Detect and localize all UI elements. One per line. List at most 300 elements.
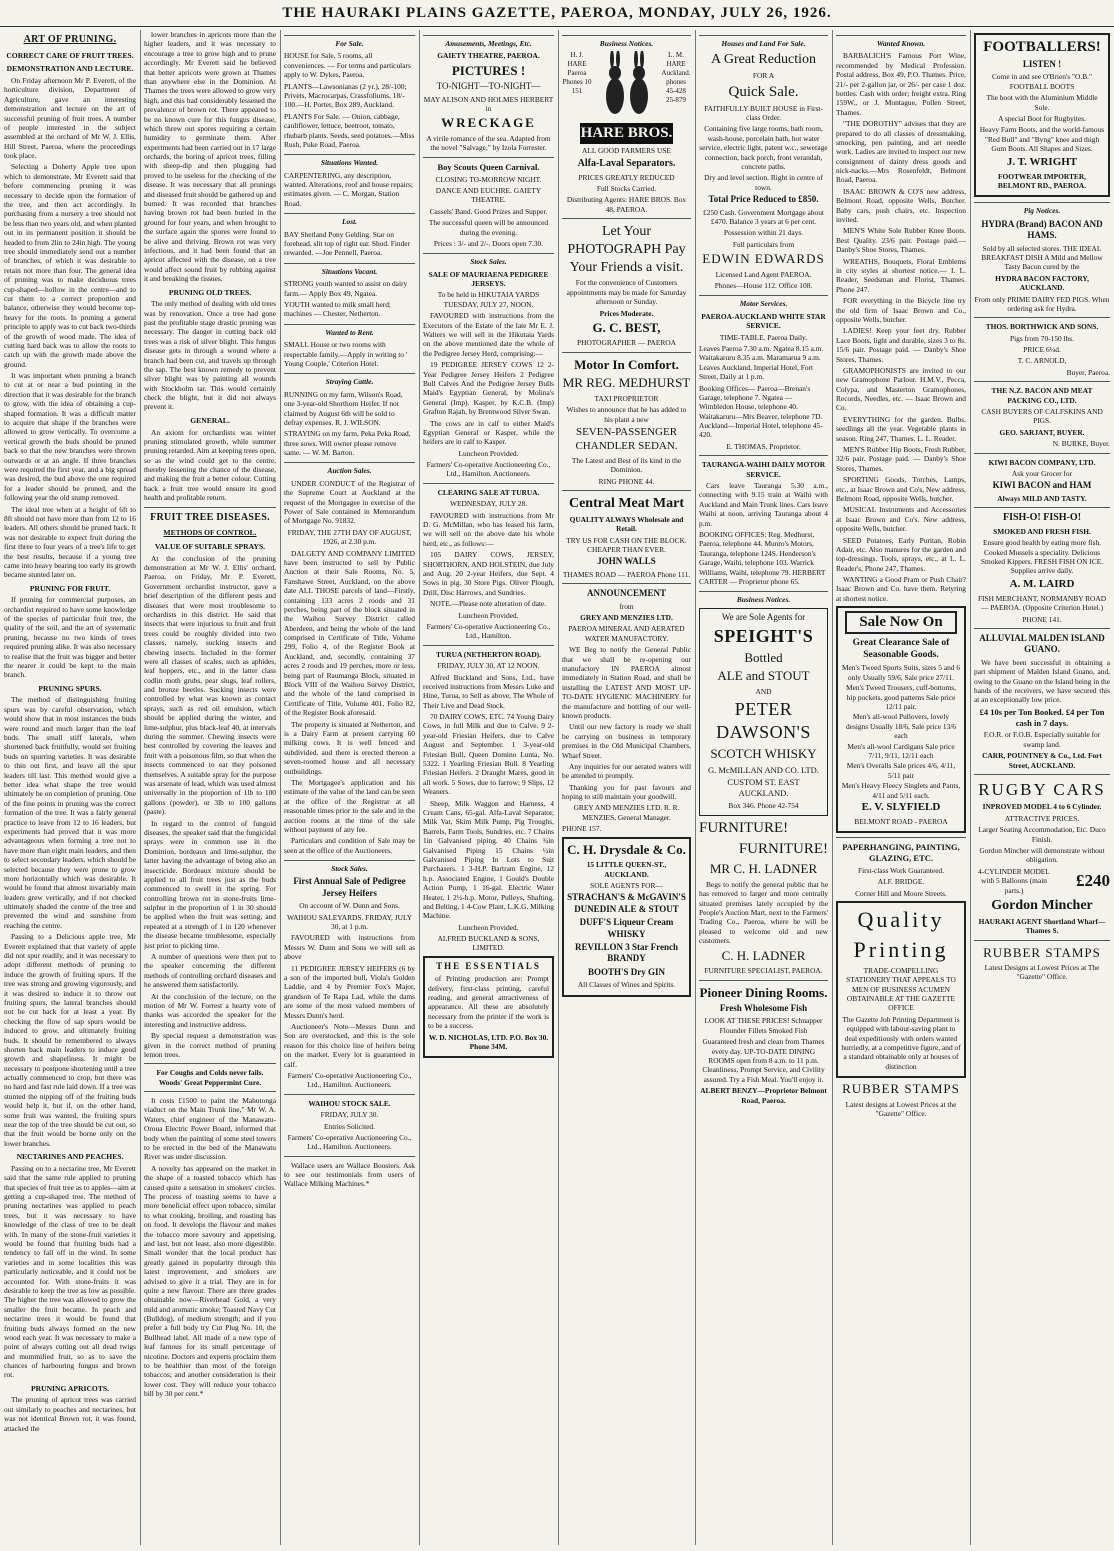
column-6: [699, 30, 828, 1545]
paragraph: Alfred Buckland and Sons, Ltd., have received instructions from Messrs Luke and Hine, Turua, to Sell as above, The Whole of Their Live and Dead Stock.: [423, 672, 554, 710]
divider: [699, 980, 828, 981]
advert-heading: LISTEN !: [1022, 59, 1062, 70]
advert-heading: Motor In Comfort.: [574, 356, 679, 372]
advert-heading: G. C. BEST,: [592, 319, 661, 335]
paragraph: At the conclusion of the pruning demonstration at Mr W. J. Ellis' orchard, Paeroa, on Friday, Mr P. Everett, Government orchardist instructor, gave a brief description of the different pests and diseases that were most troublesome to orchardists in this district. He said that insects that were injurious to fruit and fruit trees could be roughly divided into two classes, namely, sucking insects and chewing insects. Included in the former were all classes of scales, such as aphides, leaf hoppers, etc., and in the latter class codlin moth grubs, pear slugs, leaf rollers, and bronze beetles. Sucking insects were controlled by what was known as contact sprays, such as red oil emulsion, which should be applied during the winter, and lime-sulphur, plus black-leaf 40, at intervals during the summer. Chewing insects were best controlled by covering the leaves and fruit with a poisonous film, so that when the insects commenced to eat they poisoned themselves. A suitable spray for the purpose was arsenate of lead, which was used almost universally in the proportion of 1lb to 100 gallons (powder), or 3lb to 100 gallons (paste).: [144, 553, 276, 817]
advert-heading: Fresh Wholesome Fish: [719, 1003, 808, 1014]
advert-heading: PETER DAWSON'S: [716, 699, 811, 743]
advert-text: AND: [755, 686, 772, 696]
classified-ad: STRONG youth wanted to assist on dairy farm.— Apply Box 49, Ngatea.: [284, 279, 408, 298]
classified-ad: FOR everything in the Bicycle line try the old firm of Isaac Brown and Co., opposite Wells, butcher.: [836, 296, 966, 324]
advert-heading: C. H. Drysdale & Co.: [567, 841, 686, 857]
list-item: Men's Tweed Sports Suits, sizes 5 and 6 only Usually 59/6, Sale price 27/11.: [841, 663, 961, 682]
section-heading: Lost.: [284, 213, 415, 226]
section-heading: Motor Services.: [699, 295, 828, 308]
advert-text: The Gazette Job Printing Department is equipped with labour-saving plant to deal expeditiously with orders wanted hurriedly, at a competitive figure, and of a standard obtainable only at houses of distinction: [841, 1014, 961, 1071]
section-heading: Stock Sales.: [423, 253, 554, 266]
advert-heading: GAIETY THEATRE, PAEROA.: [437, 51, 540, 61]
advert-text: £250 Cash. Government Mortgage about £470. Balance 3 years at 6 per cent.: [703, 207, 824, 226]
advert-text: BOOKING OFFICES: Reg. Medhurst, Paeroa, telephone 44. Munro's Motors, Tauranga, telephone 124S. Henderson's Garage, Waihi, telephone 103. Warrick Williams, Waihi, telephone 79. HERBERT CARTER — Proprietor phone 65.: [699, 529, 826, 586]
classified-ad: CARPENTERING, any description, wanted. Alterations, roof and house repairs; estimates given. — C. Morgan, Station Road.: [284, 170, 414, 208]
advert-text: GREY AND MENZIES LTD. R. R. MENZIES, General Manager.: [573, 803, 680, 822]
advert-text: TRY US FOR CASH ON THE BLOCK. CHEAPER THAN EVER.: [566, 535, 687, 555]
classified-ad: MEN'S White Sole Rubber Knee Boots. Best Quality. 23/6 pair. Postage paid.—Danby's Shoe Stores, Thames.: [836, 226, 966, 255]
advert-text: Luncheon Provided.: [458, 610, 519, 620]
paragraph: DALGETY AND COMPANY LIMITED have been instructed to sell by Public Auction at their Sale Rooms, No. 5, Fanshawe Street, Auckland, on the above date ALL THOSE parcels of land—Firstly, containing 133 acres 2 roods and 31 perches, being part of the block situated in the Waihou Survey District called Aberdeen, and being the whole of the land comprised in Certificate of Title, Volume 299, Folio 4, of the Register Book at Auckland, and, secondly, containing 37 acres 2 roods and 19 perches, more or less, being part of Raumanga Block, situated in Block VIII of the Waihou Survey District, and the whole of the land comprised in Certificate of Title, Volume 401, Folio 82, of the Register Book aforesaid.: [284, 548, 415, 718]
advert-text: Total Price Reduced to £850.: [708, 194, 819, 205]
section-heading: PRUNING OLD TREES.: [168, 287, 252, 297]
advert-text: CLOSING TO-MORROW NIGHT.: [435, 174, 542, 184]
divider: [423, 157, 554, 158]
section-heading: Wanted Known.: [836, 35, 966, 48]
advert-heading: For Coughs and Colds never fails. Woods' Great Peppermint Cure.: [156, 1068, 264, 1087]
advert-text: Containing five large rooms, bath room, wash-house, porcelain bath, hot water service, electric light, patent w.c., sewerage connection, back porch, front verandah, concrete paths.: [699, 124, 828, 171]
paragraph: It costs £1500 to paint the Mahutonga viaduct on the Main Trunk line," Mr W. A. Waters, chief engineer of the Manawatu-Oroua Electric Power Board, informed that body when the painting of some steel towers to be erected in the bed of the Manawatu River was under discussion.: [144, 1096, 276, 1162]
advert-text: TAXI PROPRIETOR: [594, 393, 659, 403]
advert-text: A virile romance of the sea. Adapted from the novel "Salvage," by Izola Forrester.: [426, 133, 551, 153]
paragraph: Passing on to a nectarine tree, Mr Everett said that the same rule applied to pruning that species of fruit tree as to apples—aim at getting a cup-shaped tree. The method of pruning nectarines was applied to peach trees, but it was necessary to have knowledge of the class of tree to be dealt with. In many of the stone-fruit varieties it would be found that fruiting buds had a tendency to fall off in the wind. In some varieties and in some localities this was particularly noticeable, and it could not be accounted for. With stone-fruits it was desirable to keep the tree as low as possible. The higher the tree was allowed to grow the smaller the fruit became. In peach and nectarine trees it would be found that fruiting buds always formed on the new wood each year. It was necessary to make a point of always cutting out all dead twigs and mummified fruit, so as to save the chances of harbouring fungus and brown rot.: [4, 1163, 136, 1380]
advert-text: All Classes of Wines and Spirits.: [577, 980, 676, 990]
divider: [562, 352, 691, 353]
advert-text: FISH MERCHANT, NORMANBY ROAD — PAEROA. (Opposite Criterion Hotel.): [977, 593, 1107, 613]
section-heading: PRUNING FOR FRUIT.: [29, 583, 111, 593]
advert-text: F.O.R. or F.O.B. Especially suitable for swamp land.: [983, 730, 1101, 749]
list-item: Men's Overalls Sale prices 4/6, 4/11, 5/11 pair: [846, 761, 956, 780]
sale-list: [841, 663, 961, 799]
advert-text: Pigs from 70-150 lbs.: [1009, 333, 1075, 343]
advert-heading: Alfa-Laval Separators.: [577, 157, 676, 169]
classified-ad: LADIES! Keep your feet dry. Rubber Lace Boots, light and durable, sizes 3 to 8s. 15/6 pair. Postage paid. — Danby's Shoe Stores, Thames.: [836, 326, 966, 364]
advert-text: WEDNESDAY, JULY 28.: [450, 499, 527, 509]
advert-text: Dry and level section. Right in centre of town.: [704, 173, 823, 192]
paragraph: UNDER CONDUCT of the Registrar of the Supreme Court at Auckland at the request of the Mortgagee in exercise of the Power of Sale contained in Memorandum of Mortgage No. 91832.: [284, 478, 415, 526]
divider: [974, 774, 1110, 775]
article-subtitle: CORRECT CARE OF FRUIT TREES.: [6, 50, 134, 60]
advert-text: LOOK AT THESE PRICES! Schnapper Flounder Fillets Smoked Fish: [704, 1016, 823, 1035]
advert-text: TIME-TABLE. Paeroa Daily.: [719, 332, 808, 342]
paragraph: FAVOURED with instructions from Mr D. G. McMillan, who has leased his farm, we will sell on the above date his whole herd, etc., as follows:—: [423, 510, 554, 548]
paragraph: WAIHOU SALEYARDS. FRIDAY, JULY 30, at 1 p.m.: [286, 912, 413, 932]
advert-heading: SALE OF MAURIAENA PEDIGREE JERSEYS.: [428, 269, 549, 289]
advert-text: ALBERT BENZY—Proprietor Belmont Road, Paeroa.: [700, 1086, 827, 1105]
advert-text: Latest designs at Lowest Prices at the "Gazette" Office.: [845, 1099, 957, 1119]
divider: [144, 507, 276, 508]
advert-text: REVILLON 3 Star French BRANDY: [575, 942, 678, 964]
advert-text: We are Sole Agents for: [721, 611, 806, 622]
advert-heading: ALLUVIAL MALDEN ISLAND GUANO.: [979, 632, 1105, 655]
advert-text: Corner Hill and Moore Streets.: [855, 888, 947, 898]
hare-bros-header: [562, 51, 691, 121]
paragraph: 70 DAIRY COWS, ETC. 74 Young Dairy Cows, in full Milk and due to Calve. 9 2-year-old Friesian Heifers, due to Calve August and September. 1 3-year-old Friesian Bull, Queen Domino Lunta, No. 5322. 1 Yearling Friesian Bull. 8 Yearling Friesian Heifers. 2 Draught Mares, good in all work. 5 Sows, due to farrow; 9 Slips, 12 Weaners.: [423, 712, 554, 797]
advert-text: Possession within 21 days.: [723, 228, 804, 238]
section-heading: Business Notices.: [562, 35, 691, 48]
paragraph: In regard to the control of fungoid diseases, the speaker said that the fungicidal sprays were in common use in the Dominion, bordeaux and lime-sulphur, the latter having the advantage of being also an insecticide. Bordeaux mixture should be applied to all fruit trees just as the buds commenced to swell in the spring. For controlling brown rot in stone-fruits lime-sulphur in the proportion of 1 in 30 should be applied when the fruit was setting, and repeated at a strength of 1 in 120 whenever the disease became troublesome, especially just prior to picking time.: [144, 818, 276, 950]
advert-text: HYDRA BACON FACTORY, AUCKLAND.: [995, 273, 1089, 293]
advert-text: Come in and see O'Brien's "O.B." FOOTBALL BOOTS: [991, 72, 1093, 91]
paragraph: We have been successful in obtaining a part shipment of Malden Island Guano, and, owing to the Guano on the Island being in the hands of the receivers, we have secured this at an exceptionally low price.: [974, 657, 1110, 705]
divider: [836, 837, 966, 838]
advert-text: CARR, POUNTNEY & Co., Ltd. Fort Street, AUCKLAND.: [982, 751, 1102, 770]
advert-heading: PAPERHANGING, PAINTING, GLAZING, ETC.: [842, 842, 960, 864]
classified-ad: "THE DOROTHY" advises that they are prepared to do all classes of dressmaking, smocking, pen painting, and art needle work. Ladies are invited to inspect our new consignment of dainty dress goods and nick-nacks.—Mrs Rosenfeldt, Belmont Road, Paeroa.: [836, 119, 966, 185]
advert-text: 15 LITTLE QUEEN-ST., AUCKLAND.: [586, 860, 667, 879]
advert-text: Phones—House 112. Office 108.: [714, 280, 813, 290]
advert-text: G. McMILLAN AND CO. LTD.: [708, 764, 819, 775]
paragraph: If pruning for commercial purposes, an orchardist required to have some knowledge of the species of particular fruit tree, the quality of the soil, and the art of systematic pruning, because no two kinds of trees required pruning alike. It was also necessary to realise that the fruit was bigger and better the nearer it could be kept to the main branch.: [4, 595, 136, 680]
paragraph: 19 PEDIGREE JERSEY COWS 12 2-Year Pedigree Jersey Heifers 2 Pedigree Bull Calves And the Pedigree Jersey Bulls Maid's Egyptian General, by Molina's General (Imp). Kasper, by K.C.B. (Imp) Grafton Rajah, by Brentwood Silver Swan.: [423, 360, 554, 417]
advert-heading: FISH-O! FISH-O!: [1002, 512, 1082, 524]
advert-heading: GREY AND MENZIES LTD.: [580, 613, 673, 623]
divider: [974, 381, 1110, 382]
column-5: [562, 30, 691, 1545]
paragraph: Begs to notify the general public that he has removed to larger and more centrally situated premises lately occupied by the People's Auction Mart, next to the Farmers' Trading Co., Paeroa, where he will be pleased to welcome old and new customers.: [699, 879, 828, 946]
column-7: [836, 30, 966, 1545]
section-heading: PRUNING SPURS.: [38, 683, 102, 693]
advert-heading: Central Meat Mart: [568, 496, 685, 512]
paragraph: Entries Solicited.: [324, 1121, 375, 1131]
advert-text: £4 10s per Ton Booked. £4 per Ton cash in 7 days.: [979, 706, 1105, 728]
paragraph: The property is situated at Netherton, and is a Dairy Farm at present carrying 60 milking cows. It is well fenced and subdivided, and there is erected thereon a seven-roomed house and all necessary outbuildings.: [284, 719, 415, 776]
advert-text: For the convenience of Customers appointments may be made for Saturday afternoon or Sunday.: [566, 278, 687, 307]
advert-heading: SPEIGHT'S: [713, 626, 814, 647]
advert-text: FAITHFULLY BUILT HOUSE in First-class Order.: [704, 103, 823, 122]
classified-ad: SPORTING Goods, Torches, Lamps, etc., at Isaac Brown and Co's, New address, Belmont Road, opposite Wells, butcher.: [836, 475, 966, 503]
advert-heading: RUGBY CARS: [978, 779, 1106, 799]
section-heading: Wanted to Rent.: [284, 324, 415, 337]
advert-heading: Quality: [857, 907, 945, 932]
paragraph: The method of distinguishing fruiting spurs was by careful observation, which would show that in most instances the buds were round and much larger than the leaf buds. The small stiff laterals, when shortened back fruitfully, would set fruiting buds on spurring varieties. It was desirable to thin out first, and leave all the spur leaders till last. This method would give a better idea what shape the tree would ultimately be on completion of pruning. One of the fine points in pruning was the correct formation of the tree. It was a fairly general practice to leave from 12 to 16 leaders, but experiments had proved that it was more advantageous when forming a tree not to have more than eight main leaders, and then to select secondary leaders, which should be selected because they were prone to grow more horizontally which was desirable. It would be found that almost invariably main leaders grew vertically, and if not checked ultimately shaded the centre of the tree and prevented the wind and sunshine from reaching the centre.: [4, 695, 136, 930]
paragraph: FAVOURED with instructions from the Executors of the Estate of the late Mr E. J. Walters we will sell in the Hikutaia Yards on the above mentioned date the whole of the Pedigree Jersey Herd, comprising:—: [423, 311, 554, 358]
advert-heading: A. M. LAIRD: [1009, 577, 1075, 590]
advert-text: DANCE AND EUCHRE. GAIETY THEATRE.: [435, 185, 542, 205]
paragraph: A novelty has appeared on the market in the shape of a toasted tobacco which has caused quite a sensation in smokers' circles. The process of toasting seems to have a more beneficial effect upon tobacco, similar to what cooking, broiling, and roasting has on food. It develops the flavour and makes the tobacco more savoury and appetising, and last, but not least, also more digestible. Small wonder that the local product has greatly gained in popularity through this latest improvement, and smokers are advised to give it a trial. They are in for quite a new flavour. There are three grades obtainable now—Riverhead Gold, a very mild and aromatic smoke; Toasted Navy Cut (Bulldog), of medium strength; and if you prefer a full body try Cut Plug No. 10, the Bullhead label. All made of a new type of leaf famous for its small percentage of nicotine. Doctors and experts proclaim them to be healthier than most of the foreign tobaccos; and another consideration is their lower cost. They will reduce your tobacco bill by 30 per cent.*: [144, 1163, 276, 1399]
advert-text: PHONE 157.: [562, 824, 602, 834]
advert-heading: FURNITURE!: [699, 820, 789, 837]
advert-text: FOR A: [752, 71, 775, 81]
paragraph: The Mortgagee's application and his estimate of the value of the land can be seen at the office of the Registrar at all reasonable times prior to the sale and in the auction rooms at the time of the sale without payment of any fee.: [284, 777, 415, 834]
advert-text: ATTRACTIVE PRICES.: [1004, 813, 1080, 823]
price-row: [974, 867, 1110, 897]
classified-ad: PLANTS For Sale. — Onion, cabbage, cauliflower, lettuce, beetroot, tomato, rhubarb plants. Seeds, seed potatoes.—Miss Rush, Puke Road, Paeroa.: [284, 111, 415, 149]
advert-heading: RUBBER STAMPS: [842, 1081, 960, 1097]
column-rule: [832, 30, 833, 1545]
advert-heading: PICTURES !: [451, 62, 526, 78]
classified-ad: MUSICAL Instruments and Accessories at Isaac Brown and Co's. New address, opposite Wells, butcher.: [836, 505, 966, 534]
advert-text: Full Stocks Carried.: [596, 183, 657, 193]
divider: [562, 218, 691, 219]
advert-text: FRIDAY, JULY 30, AT 12 NOON.: [437, 661, 540, 671]
advert-text: The boot with the Aluminium Middle Sole.: [986, 93, 1098, 112]
advert-heading: TURUA (NETHERTON ROAD).: [436, 649, 541, 659]
advert-heading: THOS. BORTHWICK AND SONS.: [985, 322, 1099, 332]
divider: [284, 1094, 415, 1095]
divider: [974, 317, 1110, 318]
advert-heading: SMOKED AND FRESH FISH.: [993, 526, 1091, 536]
price: £240: [1076, 871, 1110, 891]
advert-text: Distributing Agents: HARE BROS. Box 48, PAEROA.: [566, 195, 687, 214]
divider: [699, 455, 828, 456]
column-rule: [140, 30, 141, 1545]
column-rule: [970, 30, 971, 1545]
classified-ad: YOUTH wanted to milk small herd; machines — Chester, Netherton.: [284, 299, 391, 319]
paragraph: Passing to a Delicious apple tree, Mr Everett explained that that variety of apple did not spur readily, and it was necessary to adopt different methods of pruning to induce the growth of fruiting spurs. If the tree was strong and growing vigorously, and it was desired to induce it to throw out fruiting spurs, the lateral branches should not be cut back for at least a year. By checking the flow of sap spurs would be induced to grow, and ultimately fruiting buds. It should be remembered to always shorten back main leaders to induce good growth and shapeliness. It might be necessary to postpone shortening until a tree actually commenced to crop, but there was no hard and fast rule laid down. If a tree was stunted the nipping off of the fruiting buds would help it, but if, on the other hand, some fruit was wanted, the fruiting spurs near the top of the tree should be cut out, so that the fruit would be borne only on the lower branches.: [4, 932, 136, 1148]
advert-heading: PAEROA-AUCKLAND WHITE STAR SERVICE.: [701, 311, 826, 331]
divider: [144, 1091, 276, 1092]
paragraph: By special request a demonstration was given in the correct method of pruning lemon trees.: [144, 1031, 276, 1059]
classified-ad: WANTING a Good Pram or Push Chair? Isaac Brown and Co. have them. Retyring at shortest notice.: [836, 575, 966, 603]
paragraph: FAVOURED with instructions from Messrs W. Dunn and Sons we will sell as above: [284, 933, 415, 962]
article-title: FRUIT TREE DISEASES.: [150, 511, 270, 523]
column-3: [284, 30, 415, 1545]
advert-text: Luncheon Provided.: [458, 448, 519, 458]
advert-text: Prices : 3/- and 2/-. Doors open 7.30.: [433, 238, 544, 248]
advert-text: T. C. ARNOLD,: [1017, 356, 1067, 366]
section-heading: Straying Cattle.: [284, 373, 415, 386]
advert-text: Full particulars from: [732, 239, 795, 249]
section-heading: Houses and Land For Sale.: [699, 35, 828, 48]
divider: [974, 453, 1110, 454]
column-2: [144, 30, 276, 1545]
section-heading: Business Notices.: [699, 591, 828, 604]
section-heading: Pig Notices.: [974, 202, 1110, 215]
section-heading: Auction Sales.: [284, 462, 415, 475]
advert-heading: First Annual Sale of Pedigree Jersey Heifers: [293, 876, 406, 898]
advert-heading: Let Your PHOTOGRAPH Pay Your Friends a visit.: [567, 224, 686, 275]
advert-text: Luncheon Provided.: [458, 922, 519, 932]
advert-heading: Printing: [853, 936, 949, 962]
advert-text: PRICE 6¼d.: [1023, 345, 1061, 355]
advert-text: DUFF'S Liqueur Cream WHISKY: [579, 917, 674, 939]
paragraph: FRIDAY, JULY 30.: [320, 1110, 379, 1120]
rabbits-icon: [597, 51, 657, 121]
paragraph: Wallace users are Wallace Boosters. Ask to see our testimonials from users of Wallace Milking Machines.*: [284, 1160, 415, 1189]
advert-text: Licensed Land Agent PAEROA.: [715, 269, 812, 279]
divider: [974, 940, 1110, 941]
divider: [974, 507, 1110, 508]
classified-ad: ISAAC BROWN & CO'S new address, Belmont Road, opposite Wells, Butcher. Baby cars, push chairs, etc. Inspection invited.: [836, 186, 966, 225]
divider: [974, 628, 1110, 629]
advert-text: FOOTWEAR IMPORTER, BELMONT RD., PAEROA.: [997, 171, 1087, 190]
advert-heading: CLEARING SALE AT TURUA.: [437, 487, 540, 497]
advert-text: ALF. BRIDGE.: [877, 877, 925, 887]
list-item: Men's all-wool Cardigans Sale price 7/11, 9/11, 12/11 each: [847, 741, 955, 760]
advert-box: [836, 606, 966, 833]
classified-ad: MEN'S Rubber Hip Boots, Fresh Rubber, 32/6 pair. Postage paid. — Danby's Shoe Stores, Thames.: [836, 445, 966, 473]
advert-text: First-class Work Guaranteed.: [857, 865, 945, 875]
paragraph: A number of questions were then put to the speaker concerning the different methods of controlling orchard diseases and he answered them satisfactorily.: [144, 952, 276, 990]
advert-text: L. M. HARE Auckland. phones 45-428 25-879: [661, 51, 691, 104]
paragraph: At the conclusion of the lecture, on the motion of Mr W. Forrest a hearty vote of thanks was accorded the speaker for the interesting and instructive address.: [144, 991, 276, 1029]
advert-text: The successful queen will be announced during the evening.: [428, 218, 549, 237]
advert-heading: FURNITURE!: [738, 841, 828, 858]
article-subtitle: DEMONSTRATION AND LECTURE.: [6, 64, 134, 74]
paragraph: 11 PEDIGREE JERSEY HEIFERS (6 by a son of the imported bull, Viola's Golden Laddie, and 4 by Premier Fox's Major, grandson of Te Rapa Lad, while the dams are some of the most valued members of Messrs Dunn's herd.: [284, 963, 415, 1020]
paragraph: Auctioneer's Note—Messrs Dunn and Son are overstocked, and this is the sole reason for this choice line of heifers being on the market. Every lot is guaranteed in calf.: [284, 1022, 415, 1069]
advert-heading: Gordon Mincher: [991, 898, 1093, 913]
advert-text: CASH BUYERS OF CALFSKINS AND PIGS.: [981, 407, 1103, 426]
divider: [562, 583, 691, 584]
advert-heading: Quick Sale.: [728, 83, 799, 100]
classified-ad: EVERYTHING for the garden. Bulbs, seedlings all the year. Vegetable plants in season. Ring 247, Thames. L. L. Reader.: [836, 414, 966, 443]
film-title: WRECKAGE: [441, 115, 536, 131]
paragraph: The pruning of apricot trees was carried out similarly to peaches and nectarines, but was not identical Brown rot, it was found, attacked the: [4, 1395, 136, 1433]
paragraph: Farmers' Co-operative Auctioneering Co., Ltd., Hamilton. Auctioneers.: [287, 1132, 412, 1152]
advert-heading: KIWI BACON and HAM: [992, 480, 1092, 491]
paragraph: FRIDAY, THE 27TH DAY OF AUGUST, 1926, at 2.30 p.m.: [287, 527, 412, 547]
advert-text: Farmers' Co-operative Auctioneering Co., Ltd., Hamilton. Auctioneers.: [426, 460, 551, 479]
advert-text: Box 346. Phone 42-754: [728, 800, 799, 810]
list-item: Men's all-wool Pullovers, lovely designs Usually 18/6, Sale price 13/6 each: [845, 712, 957, 741]
column-rule: [558, 30, 559, 1545]
advert-heading: KIWI BACON COMPANY, LTD.: [988, 457, 1096, 467]
hare-bros-logo: HARE BROS.: [580, 123, 673, 144]
advert-heading: HYDRA (Brand) BACON AND HAMS.: [981, 218, 1103, 241]
advert-text: ALL GOOD FARMERS USE: [582, 146, 671, 156]
paragraph: Sheep, Milk Waggon and Harness, 4 Cream Cans, 65-gal. Alfa-Laval Separator, Milk Vat, Skim Milk Pump, Pig Troughs, Barrels, Farm Tools, Sundries, etc. 7 Chains 1in Galvanised piping. 40 Chains ¾in Galvanised Piping 15 Chains ½in Galvanised Piping In Lots to Suit Purchasers. 1 3-H.P. Bartram Engine, 12 h.p. Associated Engine, 1 Gould's Double Action Pump, 1 16-gal. Electric Water Heater, 1 2½-h.p. Motor, Pulleys, Shafting, and Belting, 1 4-Cow Plant, L.K.G. Milking Machine.: [423, 798, 554, 921]
advert-text: Sold by all selected stores. THE IDEAL BREAKFAST DISH A Mild and Mellow Tasty Bacon cured by the: [981, 243, 1103, 272]
advert-text: A special Boot for Rugbyites.: [998, 114, 1086, 124]
advert-text: TO-NIGHT—TO-NIGHT—: [436, 81, 541, 92]
paragraph: The ideal tree when at a height of 6ft to 8ft should not have more than from 12 to 16 leaders. All others should be pruned back. It was not desirable to expect fruit during the first three to four years of a tree's life to get the best results, because if a young tree came into heavy bearing too early its growth became stunted later on.: [4, 504, 136, 580]
advert-text: To be held in HIKUTAIA YARDS TUESDAY, JULY 27, NOON.: [437, 290, 540, 309]
classified-ad: BARBALICH'S Famous Port Wine, recommended by Medical Profession. Postal address, Box 49, P.O. Thames. Price, 21/- per 2-gallon jar, or 26/- per case 1 doz. bottles. Cash with order; freight extra. Ring 159W., or J. Montague, Pollen Street, Thames.: [836, 51, 966, 117]
advert-text: PRICES GREATLY REDUCED: [578, 172, 675, 182]
advert-text: SOLE AGENTS FOR—: [590, 880, 663, 890]
advert-text: From only PRIME DAIRY FED PIGS. When ordering ask for Hydra.: [974, 294, 1110, 313]
advert-heading: TAURANGA-WAIHI DAILY MOTOR SERVICE.: [701, 460, 826, 479]
article-subtitle: VALUE OF SUITABLE SPRAYS.: [154, 541, 266, 551]
classified-ad: PLANTS—Lawsonianas (2 yr.), 28/-100; Privets, Macrocarpas, Crassfoliums, 18/- 100.—H. Porter, Box 289, Auckland.: [284, 81, 407, 110]
section-heading: For Sale.: [284, 35, 415, 48]
advert-heading: EDWIN EDWARDS: [702, 251, 825, 267]
paragraph: Cars leave Tauranga 5.30 a.m., connecting with 9.15 train at Waihi with Auckland and Main Trunk lines. Cars leave Waihi at noon, arriving Tauranga about 4 p.m.: [699, 481, 828, 528]
advert-text: The Latest and Best of its kind in the Dominion.: [571, 455, 682, 475]
paragraph: It was important when pruning a branch to cut at or near a bud pointing in the direction that it was desirable for the branch to grow, with the idea of obtaining a cup-shaped formation. It was a difficult matter to acquire that shape if the branches were allowed to grow vertically. To overcome a vertical growth the buds should be pruned back so that the new branches were thrown outwards or at an angle. If three branches were required the first year, and a big spread was desired, the bud above the one required for a leader should be pruned, and the following year the old stump removed.: [4, 371, 136, 503]
advert-text: N. BURKE, Buyer.: [1052, 439, 1110, 449]
advert-text: Prices Moderate.: [599, 308, 654, 318]
advert-heading: C. H. LADNER: [721, 947, 806, 963]
divider: [423, 645, 554, 646]
advert-heading: Pioneer Dining Rooms.: [699, 984, 828, 1000]
advert-text: ALFRED BUCKLAND & SONS, LIMITED.: [437, 934, 540, 953]
advert-heading: ANNOUNCEMENT: [586, 588, 666, 599]
paragraph: Selecting a Doherty Apple tree upon which to demonstrate, Mr Everett said that before commencing pruning it was necessary to decide upon the formation of the tree, and then act accordingly. In purchasing from a nursery a tree should not be less than two years old, and when planted out in its permanent position it should be headed to from 2lin to 24in high. The young tree should immediately send out a number of branches, of which it was desirable to retain not more than four. The general idea of pruning was to make deciduous trees cup-shaped—hollow in the centre—and to cut them to a correct proportion and balance, otherwise they would become top-heavy for the roots. In pruning a general principle to apply was to cut back two-thirds of the growth of wood made. The idea of cutting hard back was to allow the roots to catch up with the growth made above the ground.: [4, 162, 136, 369]
advert-heading: Bottled: [744, 649, 783, 665]
section-heading: Amusements, Meetings, Etc.: [423, 35, 554, 48]
section-heading: Stock Sales.: [284, 860, 415, 873]
advert-box: [423, 956, 554, 1059]
divider: [423, 483, 554, 484]
section-heading: NECTARINES AND PEACHES.: [16, 1152, 124, 1162]
section-heading: Situations Vacant.: [284, 263, 415, 276]
advert-heading: MR C. H. LADNER: [709, 861, 818, 877]
advert-text: BOOTH'S Dry GIN: [587, 966, 665, 977]
advert-heading: A Great Reduction: [711, 52, 816, 68]
advert-heading: FOOTBALLERS!: [983, 39, 1101, 55]
column-rule: [280, 30, 281, 1545]
divider: [144, 1063, 276, 1064]
classified-ad: BAY Shetland Pony Gelding. Star on forehead, slit top of right ear. Shod. Finder rewarded. —Joe Pennell, Paeroa.: [284, 229, 411, 258]
article-subtitle: METHODS OF CONTROL.: [163, 528, 257, 538]
advert-text: H. J. HARE Paeroa Phones 10 151: [562, 51, 592, 95]
advert-heading: Sale Now On: [845, 611, 957, 634]
advert-text: HAURAKI AGENT Shortland Wharf—Thames S.: [978, 916, 1106, 936]
advert-text: Ask your Grocer for: [1011, 469, 1073, 478]
paragraph: Thanking you for past favours and hoping to still maintain your goodwill.: [562, 782, 691, 802]
advert-text: Latest Designs at Lowest Prices at The "Gazette" Office.: [984, 963, 1100, 982]
advert-text: THAMES ROAD — PAEROA Phone 111.: [562, 569, 691, 579]
advert-box: [974, 33, 1110, 197]
column-rule: [419, 30, 420, 1545]
column-rule: [695, 30, 696, 1545]
advert-text: Wishes to announce that he has added to his plant a new: [566, 405, 687, 424]
section-heading: GENERAL.: [190, 415, 230, 425]
advert-text: Buyer, Paeroa.: [1066, 367, 1110, 377]
advert-heading: RUBBER STAMPS: [983, 944, 1101, 960]
paragraph: On account of W. Dunn and Sons.: [299, 901, 400, 911]
advert-text: GEO. SARJANT, BUYER.: [999, 427, 1085, 437]
advert-text: TRADE-COMPELLING STATIONERY THAT APPEALS TO MEN OF BUSINESS ACUMEN OBTAINABLE AT THE GAZETTE OFFICE: [846, 965, 956, 1013]
advert-text: BELMONT ROAD - PAEROA: [854, 816, 948, 826]
advert-text: FURNITURE SPECIALIST, PAEROA.: [704, 966, 823, 976]
advert-text: INPROVED MODEL 4 to 6 Cylinder.: [982, 802, 1102, 812]
advert-box: [836, 901, 966, 1078]
column-4: [423, 30, 554, 1545]
advert-heading: Great Clearance Sale of Seasonable Goods.: [852, 638, 950, 661]
article-title: ART OF PRUNING.: [23, 34, 117, 45]
paragraph: Particulars and condition of Sale may be seen at the office of the Auctioneers.: [284, 836, 415, 855]
divider: [284, 1156, 415, 1157]
list-item: Men's Heavy Fleecy Singlets and Pants, 4/11 and 5/11 each.: [841, 781, 961, 800]
paragraph: lower branches in apricots more than the higher leaders, and it was necessary to encourage a tree to grow high and to prune accordingly. Mr Everett said he believed that better apricots were grown at Thames than anywhere else in the Dominion. At Thames the trees were allowed to grow very high, and this had considerably lessened the prevalence of brown rot. There appeared to be no known cure for this fungus disease, which threw out spores requiring a certain humidity to germinate them. After experiments had been carried out in 17 large orchards, the boring of apricot trees, filling with sheep-dip and then plugging had proved to be useless for the checking of the disease. It was necessary that all prunings and diseased fruit should be gathered up and burned. It was recorded that branches having brown rot had been buried in the ground for four years, and when brought to the surface again the spores were found to be alive and thriving. Brown rot was very infectious, and it had been found that an apricot affected with the disease, on a tree would affect sound fruit by rubbing against it and breaking the tissues.: [144, 30, 276, 284]
divider: [562, 490, 691, 491]
advert-heading: SCOTCH WHISKY: [710, 746, 817, 762]
masthead: THE HAURAKI PLAINS GAZETTE, PAEROA, MONDAY, JULY 26, 1926.: [0, 0, 1114, 27]
paragraph: 105 DAIRY COWS, JERSEY, SHORTHORN, AND HOLSTEIN, due July and Aug. 20 2-year Heifers, due Sept. 4 Sows in pig. 30 Store Pigs. Oliver Plough, Drill, Disc Harrows, and Sundries.: [423, 550, 554, 597]
advert-text: Ensure good health by eating more fish. Cooked Mussels a speciality. Delicious Smoked Kippers. FRESH FISH ON ICE. Supplies arrive daily.: [980, 538, 1104, 576]
list-item: Men's Tweed Trousers, cuff-bottoms, hip pockets, good patterns Sale price 12/11 pair.: [846, 683, 956, 711]
advert-text: Booking Offices— Paeroa—Brenan's Garage, telephone 7. Ngatea — Wimbledon House, telephone 40. Waitakaruru—Mrs Beaver, telephone 7D. Auckland—Imperial Hotel, telephone 45-420.: [699, 383, 823, 440]
classified-ad: SEED Potatoes, Early Puritan, Robin Adair, etc. Also manures for the garden and top-dressings. Tools, sprays, etc., at L. L. Reader's, Phone 247, Thames.: [836, 535, 966, 573]
advert-text: Farmers' Co-operative Auctioneering Co., Ltd., Hamilton.: [426, 621, 551, 641]
paragraph: Until our new factory is ready we shall be carrying on business in temporary premises in the Old Municipal Chambers, Wharf Street.: [562, 722, 691, 760]
paragraph: Farmers' Co-operative Auctioneering Co., Ltd., Hamilton. Auctioneers.: [287, 1070, 412, 1090]
advert-text: JOHN WALLS: [597, 556, 656, 567]
advert-text: Gordon Mincher will demonstrate without obligation.: [979, 846, 1105, 865]
advert-heading: SEVEN-PASSENGER CHANDLER SEDAN.: [575, 426, 678, 452]
classified-ad: HOUSE for Sale, 5 rooms, all conveniences. — For terms and particulars apply to W. Dykes, Paeroa.: [284, 51, 411, 80]
paragraph: NOTE.—Please note alteration of date.: [430, 599, 547, 609]
advert-box: [699, 608, 828, 817]
column-8: [974, 30, 1110, 1545]
classified-ad: STRAYING on my farm, Peka Peka Road, three sows. Will owner please remove same. — W. M. Barton.: [284, 429, 411, 458]
advert-text: E. THOMAS, Proprietor.: [726, 441, 801, 451]
advert-box: [562, 837, 691, 997]
advert-text: CUSTOM ST. EAST AUCKLAND.: [727, 777, 800, 799]
advert-text: STRACHAN'S & McGAVIN'S DUNEDIN ALE & STOUT: [567, 892, 686, 914]
advert-text: Heavy Farm Boots, and the world-famous "Red Bull" and "Byng" knee and thigh Gum Boots. All Shapes and Sizes.: [979, 125, 1105, 154]
paragraph: On Friday afternoon Mr P. Everett, of the horticulture division, Department of Agriculture, gave an interesting demonstration and lecture on the art of successful pruning of fruit trees. A number of people interested in the subject assembled at the orchard of Mr W. J. Ellis, Hill Street, Paeroa, where the proceedings took place.: [4, 75, 136, 161]
section-heading: Situations Wanted.: [284, 154, 415, 167]
advert-text: Leaves Paeroa 7.30 a.m. Ngatea 8.15 a.m. Waitakaruru 8.35 a.m. Maramarua 9 a.m. Leaves Auckland, Imperial Hotel, Fort Street, Daily at 1 p.m.: [699, 343, 824, 382]
classified-ad: GRAMOPHONISTS are invited to our new Gramophone Parlour. H.M.V., Pecca, Colypa, and Masterton Gramophones, Records, Needles, etc. — Isaac Brown and Co.: [836, 365, 966, 413]
advert-text: QUALITY ALWAYS Wholesale and Retail.: [569, 514, 684, 534]
advert-text: RING PHONE 44.: [598, 476, 655, 486]
advert-text: Larger Seating Accommodation, Etc. Duco Finish.: [978, 825, 1106, 844]
advert-signature: W. D. NICHOLAS, LTD. P.O. Box 30. Phone 34M.: [428, 1032, 549, 1051]
advert-heading: MR REG. MEDHURST: [562, 375, 691, 391]
classified-ad: SMALL House or two rooms with respectable family.—Apply in writing to ' Young Couple,' Criterion Hotel.: [284, 340, 408, 368]
